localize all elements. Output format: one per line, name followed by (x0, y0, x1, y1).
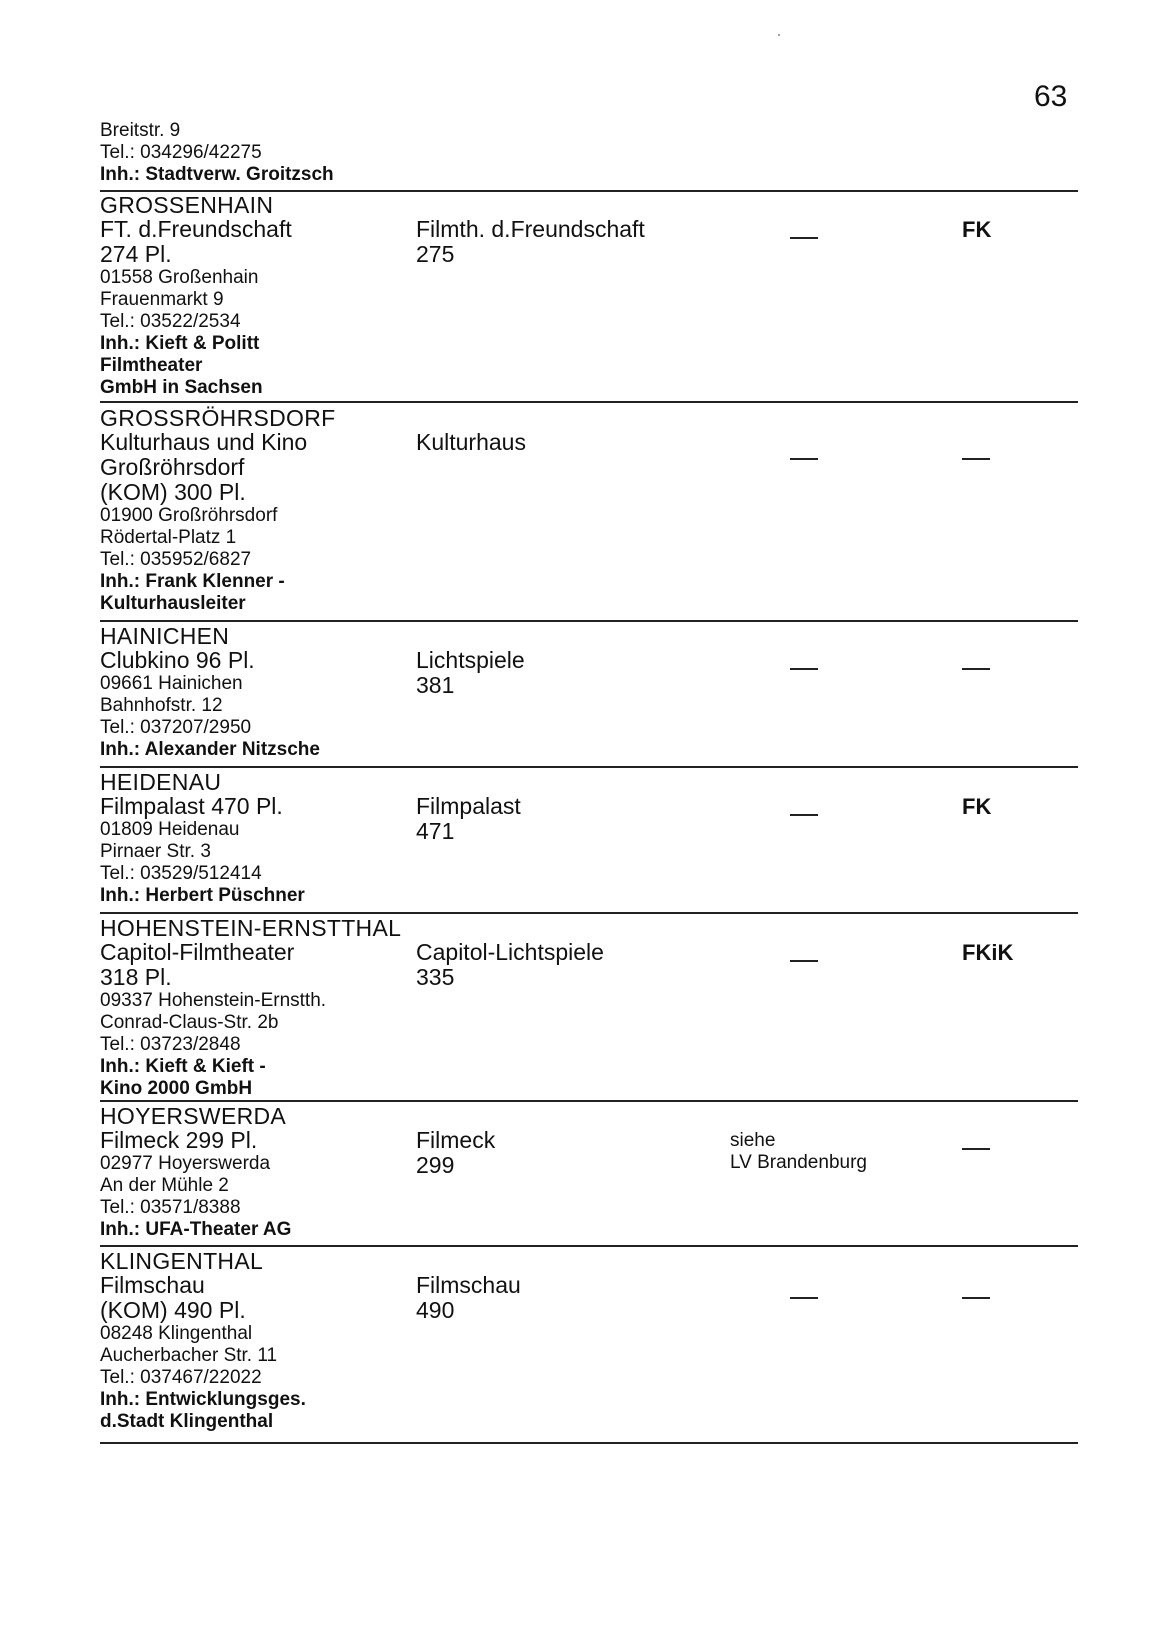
owner-line: Inh.: Entwicklungsges. (100, 1389, 306, 1410)
cinema-name: Capitol-Filmtheater (100, 939, 295, 965)
reference-note: LV Brandenburg (730, 1152, 867, 1173)
phone-line: Tel.: 037207/2950 (100, 717, 252, 738)
stray-dot (778, 34, 780, 36)
address-line: 01558 Großenhain (100, 267, 259, 288)
owner-line: Kino 2000 GmbH (100, 1078, 253, 1099)
city-name: HOHENSTEIN-ERNSTTHAL (100, 915, 402, 941)
page-number: 63 (1034, 80, 1068, 113)
prior-seats: 381 (416, 672, 455, 698)
dash-mark (962, 1297, 990, 1299)
owner-line: Inh.: Frank Klenner - (100, 571, 285, 592)
cinema-seats: 274 Pl. (100, 241, 172, 267)
prior-seats: 275 (416, 241, 455, 267)
prior-seats: 335 (416, 964, 455, 990)
owner-line: Inh.: Herbert Püschner (100, 885, 305, 906)
city-name: HAINICHEN (100, 623, 230, 649)
dash-mark (790, 814, 818, 816)
address-line: Breitstr. 9 (100, 120, 181, 141)
owner-line: GmbH in Sachsen (100, 377, 263, 398)
cinema-name: FT. d.Freundschaft (100, 216, 292, 242)
phone-line: Tel.: 03571/8388 (100, 1197, 241, 1218)
dash-mark (962, 1148, 990, 1150)
dash-mark (790, 237, 818, 239)
cinema-name: Großröhrsdorf (100, 454, 245, 480)
prior-seats: 471 (416, 818, 455, 844)
cinema-name: Filmeck 299 Pl. (100, 1127, 258, 1153)
city-name: HOYERSWERDA (100, 1103, 287, 1129)
owner-line: Inh.: Kieft & Politt (100, 333, 260, 354)
cinema-name: Filmpalast 470 Pl. (100, 793, 283, 819)
dash-mark (790, 960, 818, 962)
city-name: HEIDENAU (100, 769, 222, 795)
prior-seats: 490 (416, 1297, 455, 1323)
cinema-seats: (KOM) 300 Pl. (100, 479, 246, 505)
reference-note: siehe (730, 1130, 776, 1151)
address-line: 01900 Großröhrsdorf (100, 505, 278, 526)
phone-line: Tel.: 03529/512414 (100, 863, 262, 884)
address-line: Conrad-Claus-Str. 2b (100, 1012, 279, 1033)
address-line: 01809 Heidenau (100, 819, 240, 840)
cinema-seats: 318 Pl. (100, 964, 172, 990)
cinema-seats: (KOM) 490 Pl. (100, 1297, 246, 1323)
address-line: Frauenmarkt 9 (100, 289, 224, 310)
city-name: GROSSENHAIN (100, 192, 274, 218)
status-code: FKiK (962, 940, 1014, 965)
prior-name: Capitol-Lichtspiele (416, 939, 604, 965)
owner-line: Inh.: UFA-Theater AG (100, 1219, 292, 1240)
prior-name: Filmth. d.Freundschaft (416, 216, 645, 242)
divider (100, 766, 1078, 768)
dash-mark (962, 458, 990, 460)
phone-line: Tel.: 035952/6827 (100, 549, 252, 570)
dash-mark (790, 668, 818, 670)
status-code: FK (962, 794, 992, 819)
divider (100, 620, 1078, 622)
owner-line: Kulturhausleiter (100, 593, 246, 614)
prior-seats: 299 (416, 1152, 455, 1178)
divider (100, 912, 1078, 914)
phone-line: Tel.: 037467/22022 (100, 1367, 262, 1388)
divider (100, 1100, 1078, 1102)
divider (100, 1442, 1078, 1444)
cinema-name: Kulturhaus und Kino (100, 429, 308, 455)
divider (100, 401, 1078, 403)
prior-name: Filmeck (416, 1127, 496, 1153)
city-name: KLINGENTHAL (100, 1248, 264, 1274)
divider (100, 1245, 1078, 1247)
owner-line: Inh.: Alexander Nitzsche (100, 739, 320, 760)
status-code: FK (962, 217, 992, 242)
dash-mark (790, 458, 818, 460)
prior-name: Lichtspiele (416, 647, 525, 673)
prior-name: Filmschau (416, 1272, 521, 1298)
cinema-name: Clubkino 96 Pl. (100, 647, 255, 673)
address-line: Rödertal-Platz 1 (100, 527, 237, 548)
address-line: 08248 Klingenthal (100, 1323, 253, 1344)
prior-name: Filmpalast (416, 793, 521, 819)
dash-mark (962, 668, 990, 670)
owner-line: Filmtheater (100, 355, 203, 376)
owner-line: d.Stadt Klingenthal (100, 1411, 274, 1432)
address-line: 02977 Hoyerswerda (100, 1153, 271, 1174)
dash-mark (790, 1297, 818, 1299)
cinema-name: Filmschau (100, 1272, 205, 1298)
phone-line: Tel.: 03723/2848 (100, 1034, 241, 1055)
city-name: GROSSRÖHRSDORF (100, 405, 336, 431)
phone-line: Tel.: 03522/2534 (100, 311, 241, 332)
address-line: Pirnaer Str. 3 (100, 841, 211, 862)
address-line: Bahnhofstr. 12 (100, 695, 223, 716)
owner-line: Inh.: Stadtverw. Groitzsch (100, 164, 334, 185)
address-line: An der Mühle 2 (100, 1175, 229, 1196)
address-line: Aucherbacher Str. 11 (100, 1345, 278, 1366)
phone-line: Tel.: 034296/42275 (100, 142, 262, 163)
address-line: 09337 Hohenstein-Ernstth. (100, 990, 327, 1011)
prior-name: Kulturhaus (416, 429, 526, 455)
owner-line: Inh.: Kieft & Kieft - (100, 1056, 266, 1077)
address-line: 09661 Hainichen (100, 673, 243, 694)
